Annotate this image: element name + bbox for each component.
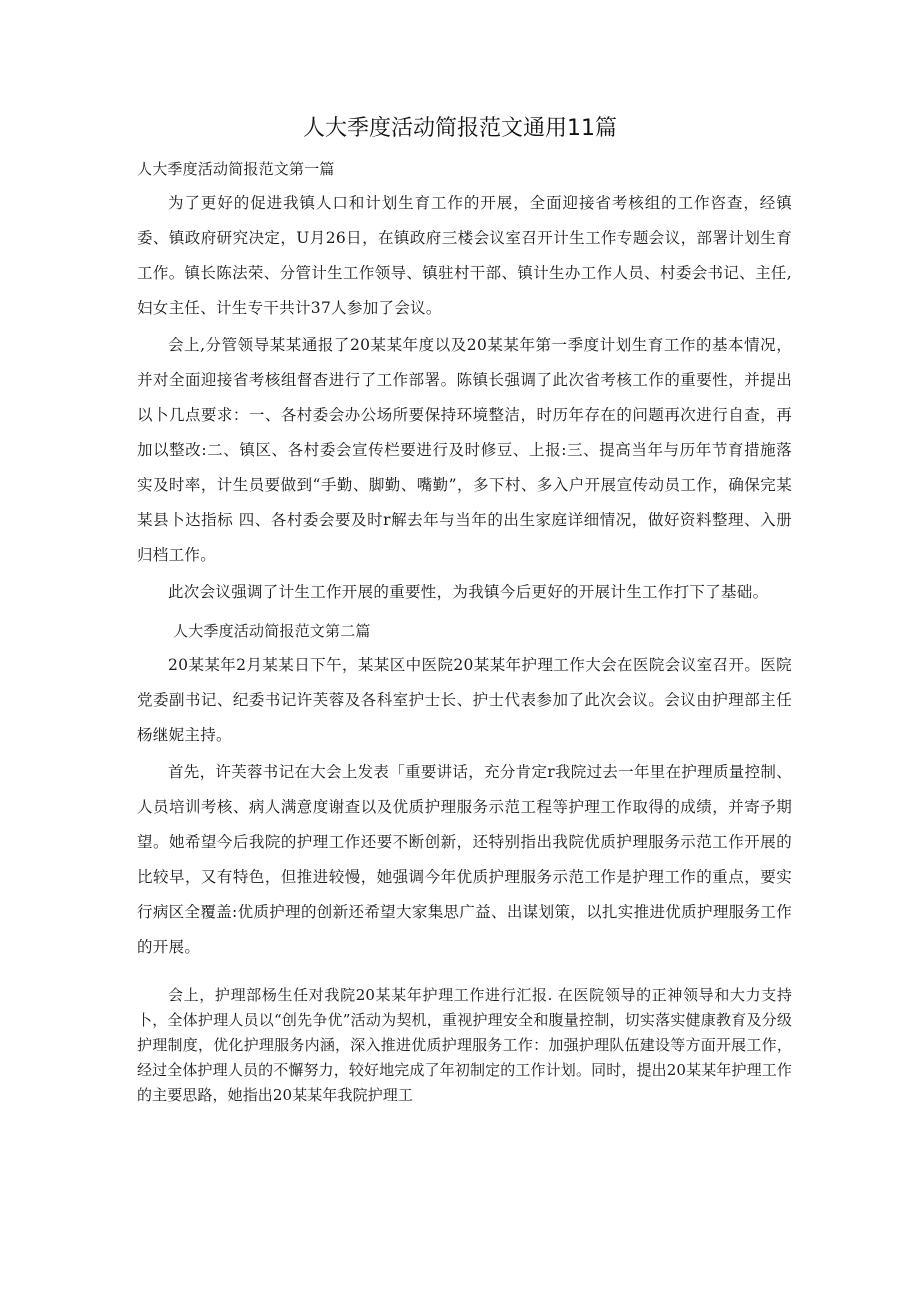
paragraph: 20某某年2月某某日下午，某某区中医院20某某年护理工作大会在医院会议室召开。医院党委副书记、纪委书记许芙蓉及各科室护士长、护士代表参加了此次会议。会议由护理部主任杨继妮主持。 [137, 656, 792, 744]
section-heading: 人大季度活动简报范文第二篇 [173, 622, 371, 640]
document-title: 人大季度活动简报范文通用11篇 [303, 116, 617, 141]
paragraph: 首先，许芙蓉书记在大会上发表「重要讲话，充分肯定r我院过去一年里在护理质量控制、人员培训考核、病人满意度谢查以及优质护理服务示范工程等护理工作取得的成绩，并寄予期望。她希望今后我院的护理工作还要不断创新，还特别指出我院优质护理服务示范工作开展的比较早，又有特色，但推进较慢，她强调今年优质护理服务示范工作是护理工作的重点，要实行病区全覆盖:优质护理的创新还希望大家集思广益、出谋划策，以扎实推进优质护理服务工作的开展。 [137, 763, 792, 956]
paragraph: 会上,分管领导某某通报了20某某年度以及20某某年第一季度计划生育工作的基本情况，并对全面迎接省考核组督杳进行了工作部署。陈镇长强调了此次省考核工作的重要性，并提出以卜几点要求：一、各村委会办公场所要保持环境整洁，时历年存在的问题再次进行自查，再加以整改:二、镇区、各村委会宣传栏要进行及时修豆、上报:三、提高当年与历年节育措施落实及时率，计生员要做到“手勤、脚勤、嘴勤”，多下村、多入户开展宣传动员工作，确保完某某县卜达指标 四、各村委会要及时r解去年与当年的出生家庭详细情况，做好资料整理、入册归档工作。 [137, 336, 792, 564]
paragraph: 此次会议强调了计生工作开展的重要性，为我镇今后更好的开展计生工作打下了基础。 [168, 583, 769, 601]
section-2 [137, 614, 792, 1108]
section-heading: 人大季度活动简报范文第一篇 [137, 160, 335, 178]
document-body [137, 152, 792, 1108]
paragraph: 会上，护理部杨生任对我院20某某年护理工作进行汇报. 在医院领导的正神领导和大力支持卜，全体护理人员以“创先争优”活动为契机，重视护理安全和腹量控制，切实落实健康教育及分级护理制度，优化护理服务内涵，深入推进优质护理服务工作：加强护理队伍建设等方面开展工作，经过全体护理人员的不懈努力，较好地完成了年初制定的工作计划。同时，提出20某某年护理工作的主要思路，她指出20某某年我院护理工 [137, 986, 792, 1104]
section-1 [137, 152, 792, 610]
paragraph: 为了更好的促进我镇人口和计划生育工作的开展，全面迎接省考核组的工作咨查，经镇委、镇政府研究决定，U月26日，在镇政府三楼会议室召开计生工作专题会议，部署计划生育工作。镇长陈法荣、分管计生工作领导、镇驻村干部、镇计生办工作人员、村委会书记、主任,妇女主任、计生专干共计37人参加了会议。 [137, 194, 792, 317]
